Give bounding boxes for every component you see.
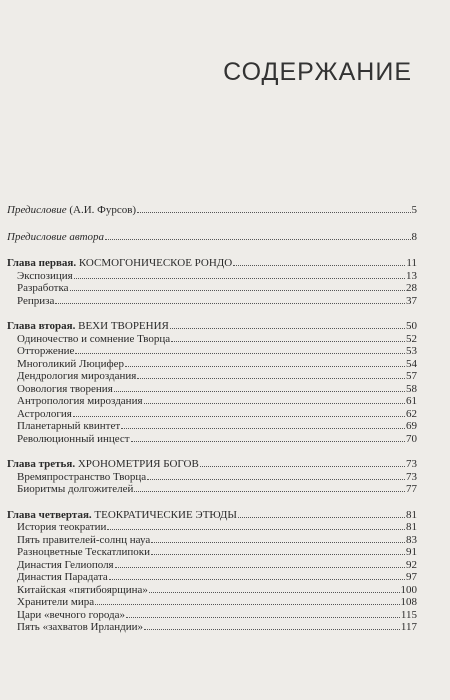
dot-leader xyxy=(114,383,405,392)
toc-subentry[interactable] xyxy=(7,483,417,496)
dot-leader xyxy=(131,433,405,442)
page-title: СОДЕРЖАНИЕ xyxy=(223,58,412,86)
entry-page: 92 xyxy=(406,558,417,571)
entry-page: 115 xyxy=(400,608,417,621)
chapter-prefix: Глава вторая. xyxy=(7,320,76,332)
entry-page: 57 xyxy=(406,370,417,382)
dot-leader xyxy=(137,370,405,379)
dot-leader xyxy=(121,420,405,429)
dot-leader xyxy=(147,471,405,480)
chapter-prefix: Глава первая. xyxy=(7,257,77,269)
chapter-title: ВЕХИ ТВОРЕНИЯ xyxy=(75,320,169,332)
toc-subentry[interactable] xyxy=(7,345,417,358)
entry-page: 69 xyxy=(406,420,417,432)
entry-label: Отторжение xyxy=(17,345,75,357)
entry-page: 108 xyxy=(400,596,417,608)
dot-leader xyxy=(170,320,405,329)
entry-label: Времяпространство Творца xyxy=(17,470,147,483)
dot-leader xyxy=(134,483,405,492)
entry-page: 58 xyxy=(406,382,417,395)
entry-label: Реприза xyxy=(17,294,55,307)
dot-leader xyxy=(149,584,400,593)
toc-subentry[interactable] xyxy=(7,621,417,634)
toc-subentry[interactable] xyxy=(7,370,417,383)
toc-subentry[interactable] xyxy=(7,420,417,433)
dot-leader xyxy=(75,345,405,354)
toc-subentry[interactable] xyxy=(7,408,417,421)
entry-label: Династия Парадата xyxy=(17,571,108,583)
entry-label: (А.И. Фурсов) xyxy=(66,204,137,216)
dot-leader xyxy=(137,204,410,213)
entry-label: Пять правителей-солнц науа xyxy=(17,533,151,546)
entry-page: 54 xyxy=(406,357,417,370)
entry-page: 37 xyxy=(406,294,417,307)
entry-page: 91 xyxy=(406,546,417,558)
entry-label: Экспозиция xyxy=(17,269,73,282)
entry-label: Многоликий Люцифер xyxy=(17,357,124,370)
entry-page: 81 xyxy=(406,508,417,521)
entry-label: Предисловие автора xyxy=(7,230,105,243)
toc-subentry[interactable] xyxy=(7,433,417,446)
dot-leader xyxy=(107,521,405,530)
toc-subentry[interactable] xyxy=(7,395,417,408)
dot-leader xyxy=(73,408,405,417)
toc-entry-preface-author[interactable] xyxy=(7,231,417,244)
dot-leader xyxy=(74,270,405,279)
entry-label: Хранители мира xyxy=(17,596,95,608)
entry-page: 62 xyxy=(406,407,417,420)
entry-page: 11 xyxy=(406,257,417,269)
chapter-prefix: Глава третья. xyxy=(7,458,76,470)
dot-leader xyxy=(109,571,405,580)
toc-subentry[interactable] xyxy=(7,521,417,534)
entry-page: 70 xyxy=(406,432,417,445)
entry-page: 28 xyxy=(406,282,417,294)
entry-page: 8 xyxy=(411,230,417,243)
entry-page: 83 xyxy=(406,533,417,546)
toc-subentry[interactable] xyxy=(7,571,417,584)
entry-page: 13 xyxy=(406,269,417,282)
dot-leader xyxy=(105,231,410,240)
chapter-title: КОСМОГОНИЧЕСКОЕ РОНДО xyxy=(76,257,233,269)
dot-leader xyxy=(125,358,405,367)
entry-label: Оовология творения xyxy=(17,382,113,395)
toc-entry-chapter-1[interactable] xyxy=(7,257,417,270)
entry-page: 52 xyxy=(406,332,417,345)
entry-label: Китайская «пятибоярщина» xyxy=(17,583,148,596)
entry-page: 73 xyxy=(406,470,417,483)
entry-label: Антропология мироздания xyxy=(17,395,143,407)
toc-subentry[interactable] xyxy=(7,282,417,295)
toc-entry-chapter-4[interactable] xyxy=(7,509,417,522)
chapter-title: ХРОНОМЕТРИЯ БОГОВ xyxy=(75,458,199,470)
entry-label: Разноцветные Тескатлипоки xyxy=(17,546,150,558)
toc-entry-chapter-3[interactable] xyxy=(7,458,417,471)
toc-subentry[interactable] xyxy=(7,546,417,559)
toc-subentry[interactable] xyxy=(7,333,417,346)
entry-label: Цари «вечного города» xyxy=(17,608,126,621)
dot-leader xyxy=(200,458,405,467)
dot-leader xyxy=(126,609,400,618)
chapter-title: ТЕОКРАТИЧЕСКИЕ ЭТЮДЫ xyxy=(91,508,237,521)
toc-subentry[interactable] xyxy=(7,559,417,572)
entry-label: Дендрология мироздания xyxy=(17,370,137,382)
entry-label: Разработка xyxy=(17,282,69,294)
toc-entry-preface-fursov[interactable] xyxy=(7,204,417,217)
dot-leader xyxy=(144,621,400,630)
dot-leader xyxy=(55,295,405,304)
entry-page: 100 xyxy=(400,583,417,596)
dot-leader xyxy=(144,395,405,404)
entry-page: 53 xyxy=(406,345,417,357)
dot-leader xyxy=(151,546,405,555)
dot-leader xyxy=(171,333,405,342)
dot-leader xyxy=(70,282,405,291)
dot-leader xyxy=(151,534,405,543)
entry-label: Биоритмы долгожителей xyxy=(17,483,134,495)
toc-subentry[interactable] xyxy=(7,270,417,283)
dot-leader xyxy=(233,257,405,266)
entry-page: 73 xyxy=(406,458,417,470)
entry-page: 77 xyxy=(406,483,417,495)
entry-label: Астрология xyxy=(17,407,72,420)
chapter-prefix: Глава четвертая. xyxy=(7,508,92,521)
entry-page: 117 xyxy=(400,621,417,633)
dot-leader xyxy=(95,596,399,605)
dot-leader xyxy=(238,509,405,518)
dot-leader xyxy=(115,559,405,568)
entry-label: Одиночество и сомнение Творца xyxy=(17,332,171,345)
toc-entry-chapter-2[interactable] xyxy=(7,320,417,333)
entry-label: Революционный инцест xyxy=(17,432,130,445)
toc-subentry[interactable] xyxy=(7,383,417,396)
entry-prefix: Предисловие xyxy=(7,204,67,216)
toc-subentry[interactable] xyxy=(7,584,417,597)
toc-subentry[interactable] xyxy=(7,295,417,308)
entry-label: Пять «захватов Ирландии» xyxy=(17,621,143,633)
toc-subentry[interactable] xyxy=(7,358,417,371)
toc-subentry[interactable] xyxy=(7,596,417,609)
entry-page: 81 xyxy=(406,521,417,533)
table-of-contents xyxy=(7,204,417,634)
toc-subentry[interactable] xyxy=(7,471,417,484)
toc-subentry[interactable] xyxy=(7,534,417,547)
entry-page: 97 xyxy=(406,571,417,583)
entry-page: 61 xyxy=(406,395,417,407)
entry-label: Династия Гелиополя xyxy=(17,558,114,571)
entry-page: 50 xyxy=(406,320,417,332)
entry-label: Планетарный квинтет xyxy=(17,420,121,432)
entry-label: История теократии xyxy=(17,521,107,533)
toc-subentry[interactable] xyxy=(7,609,417,622)
entry-page: 5 xyxy=(411,204,417,216)
